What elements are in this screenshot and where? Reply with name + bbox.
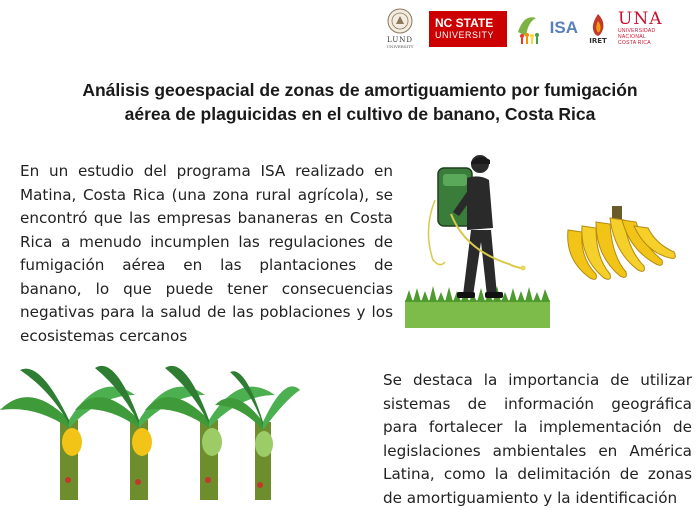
iret-name: IRET — [589, 36, 607, 45]
isa-people-icon — [516, 10, 546, 48]
title-line-2: aérea de plaguicidas en el cultivo de banano, Costa Rica — [124, 104, 596, 124]
una-logo — [618, 11, 662, 46]
ncstate-logo — [429, 11, 507, 47]
page-title — [40, 78, 680, 126]
farmer-spraying-illustration — [405, 150, 550, 330]
iret-logo — [587, 13, 609, 45]
una-sub2: NACIONAL — [618, 34, 646, 40]
lund-seal-icon — [387, 8, 413, 34]
isa-logo — [516, 10, 578, 48]
banana-plants-illustration — [0, 350, 300, 500]
isa-name: ISA — [549, 17, 578, 37]
title-line-1: Análisis geoespacial de zonas de amortiguamiento por fumigación — [82, 80, 638, 100]
una-name: UNA — [618, 9, 663, 29]
una-sub1: UNIVERSIDAD — [618, 28, 656, 34]
lund-name: LUND — [387, 36, 413, 44]
lund-sub: UNIVERSITY — [386, 44, 414, 49]
ncstate-line2: UNIVERSITY — [435, 30, 495, 40]
una-sub3: COSTA RICA — [618, 40, 651, 46]
banana-plant-1 — [0, 369, 135, 500]
logo-bar — [380, 8, 662, 49]
lund-university-logo — [380, 8, 420, 49]
intro-paragraph: En un estudio del programa ISA realizado en Matina, Costa Rica (una zona rural agrícola), se encontró que las empresas bananeras en Costa Rica a menudo incumplen las regulaciones de fumigación aérea en las plantaciones de banano, lo que puede tener consecuencias negativas para la salud de las poblaciones y los ecosistemas cercanos — [20, 162, 393, 345]
iret-flame-icon — [589, 13, 607, 37]
ncstate-line1: NC STATE — [435, 16, 494, 30]
banana-bunch-illustration — [560, 200, 678, 295]
importance-paragraph: Se destaca la importancia de utilizar sistemas de información geográfica para fortalecer la implementación de legislaciones ambientales en América Latina, como la delimitación de zonas de amortiguamiento y la identificación — [383, 371, 692, 507]
